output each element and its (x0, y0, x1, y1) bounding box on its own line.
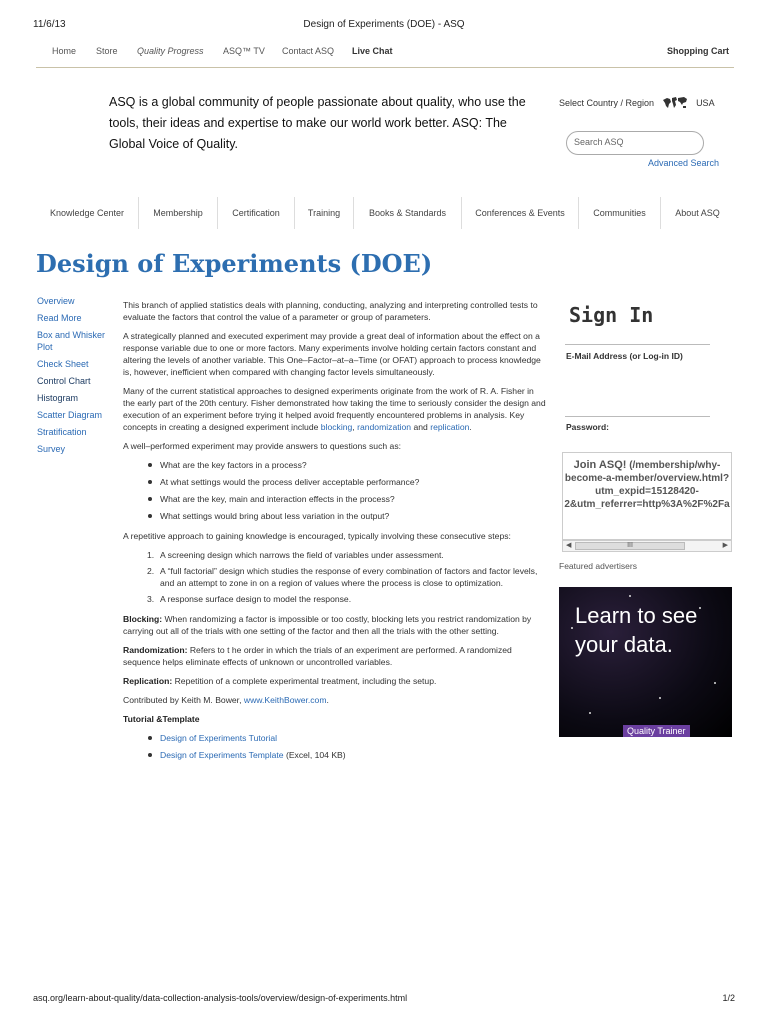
advanced-search-link[interactable]: Advanced Search (648, 158, 720, 168)
tutorial-heading (123, 713, 548, 725)
doe-template-link[interactable]: Design of Experiments Template (160, 750, 284, 760)
ofat-paragraph: A strategically planned and executed experiment may provide a great deal of information about the effect on a response variable due to one or more factors. Many experiments involve holding certain factors constant and altering the levels of another variable. This One–Factor–at–a–Time (or OFAT) approach to process knowledge is, however, inefficient when compared with changing factor levels simultaneously. (123, 331, 541, 377)
scroll-thumb[interactable]: III (575, 542, 685, 550)
ad-text: Learn to see your data. (575, 603, 698, 657)
randomization-link[interactable]: randomization (357, 422, 412, 432)
nav-training[interactable]: Training (294, 197, 353, 229)
email-field[interactable] (565, 416, 710, 417)
sign-in-heading: Sign In (569, 303, 654, 327)
questions-intro: A well–performed experiment may provide answers to questions such as: (123, 441, 401, 451)
nav-books-standards[interactable]: Books & Standards (353, 197, 461, 229)
list-item: What settings would bring about less variation in the output? (123, 510, 548, 522)
randomization-text: Refers to t he order in which the trials of an experiment are performed. A randomized sequence helps eliminate effects of unknown or uncontrolled variables. (123, 645, 512, 667)
join-asq-link[interactable]: Join ASQ! (573, 459, 627, 471)
topnav-asq-tv[interactable]: ASQ™ TV (223, 46, 265, 56)
template-note: (Excel, 104 KB) (285, 750, 346, 760)
contributed-text: Contributed by Keith M. Bower, (123, 695, 242, 705)
print-page-number: 1/2 (722, 993, 735, 1003)
join-asq-frame[interactable] (562, 452, 732, 540)
step-text: A response surface design to model the response. (160, 594, 352, 604)
fisher-text: Many of the current statistical approaches to designed experiments originate from the work of R. A. Fisher in the early part of the 20th century. Fisher demonstrated how taking the time to seriously consider the design and execution of an experiment before trying it helped avoid frequently encountered problems in analysis. Key concepts in creating a designed experiment include (123, 386, 546, 432)
list-item (123, 732, 548, 744)
sidebar-item-overview[interactable]: Overview (37, 296, 75, 306)
email-label: E-Mail Address (or Log-in ID) (566, 351, 683, 361)
sidebar (37, 295, 115, 460)
horizontal-scrollbar[interactable] (562, 540, 732, 552)
list-item: What are the key factors in a process? (123, 459, 548, 471)
nav-communities[interactable]: Communities (578, 197, 660, 229)
sidebar-item-survey[interactable]: Survey (37, 444, 66, 454)
sidebar-item-control-chart[interactable]: Control Chart (37, 376, 91, 386)
list-item: 1. A screening design which narrows the field of variables under assessment. (147, 550, 444, 560)
replication-text: Repetition of a complete experimental treatment, including the setup. (174, 676, 437, 686)
print-url: asq.org/learn-about-quality/data-collection-analysis-tools/overview/design-of-experiments.html (33, 993, 408, 1003)
quality-trainer-logo: Quality Trainer (623, 725, 690, 737)
topnav-store[interactable]: Store (96, 46, 118, 56)
contributed-by (123, 694, 548, 706)
step-text: A screening design which narrows the field of variables under assessment. (160, 550, 444, 560)
questions-list (123, 459, 548, 522)
doe-tutorial-link[interactable]: Design of Experiments Tutorial (160, 733, 278, 743)
nav-membership[interactable]: Membership (138, 197, 217, 229)
sidebar-item-check-sheet[interactable]: Check Sheet (37, 359, 89, 369)
print-header (33, 19, 735, 33)
search-input[interactable]: Search ASQ (566, 131, 704, 155)
list-item: At what settings would the process deliver acceptable performance? (123, 476, 548, 488)
quality-trainer-ad[interactable] (559, 587, 732, 737)
blocking-label: Blocking: (123, 614, 163, 624)
list-item: What are the key, main and interaction effects in the process? (123, 493, 548, 505)
blocking-definition (123, 613, 548, 637)
sidebar-item-scatter-diagram[interactable]: Scatter Diagram (37, 410, 103, 420)
top-nav (36, 44, 734, 68)
country-value: USA (696, 98, 715, 108)
tutorial-heading-text: Tutorial &Template (123, 714, 200, 724)
globe-map-icon (662, 96, 688, 110)
nav-conferences-events[interactable]: Conferences & Events (461, 197, 578, 229)
replication-definition (123, 675, 548, 687)
country-label: Select Country / Region (559, 98, 655, 108)
period: . (326, 695, 329, 705)
comma: , (352, 422, 355, 432)
topnav-live-chat[interactable]: Live Chat (352, 46, 393, 56)
topnav-home[interactable]: Home (52, 46, 77, 56)
article-content (123, 299, 548, 769)
list-item (123, 749, 548, 761)
page-title: Design of Experiments (DOE) (36, 249, 433, 278)
fisher-paragraph (123, 385, 548, 433)
and-text: and (413, 422, 428, 432)
password-label: Password: (566, 422, 609, 432)
sidebar-item-read-more[interactable]: Read More (37, 313, 82, 323)
print-date: 11/6/13 (33, 19, 66, 30)
period: . (469, 422, 472, 432)
blocking-link[interactable]: blocking (320, 422, 353, 432)
blocking-text: When randomizing a factor is impossible or too costly, blocking lets you restrict randomization by carrying out all of the trials with one setting of the factor and then all the trials with the other setting. (123, 614, 532, 636)
replication-link[interactable]: replication (430, 422, 470, 432)
list-item: 3. A response surface design to model the response. (147, 594, 352, 604)
nav-about-asq[interactable]: About ASQ (660, 197, 734, 229)
intro-paragraph: This branch of applied statistics deals with planning, conducting, analyzing and interpreting controlled tests to evaluate the factors that control the value of a parameter or group of parameters. (123, 300, 538, 322)
step-text: A “full factorial” design which studies the response of every combination of factors and factor levels, and an attempt to zone in on a region of values where the process is close to optimization. (160, 566, 538, 588)
asq-tagline: ASQ is a global community of people passionate about quality, who use the tools, their ideas and expertise to make our world work better. ASQ: The Global Voice of Quality. (109, 95, 526, 151)
scroll-right-icon[interactable]: ▶ (722, 542, 728, 549)
main-nav (36, 197, 734, 229)
steps-list (123, 549, 548, 605)
nav-certification[interactable]: Certification (217, 197, 294, 229)
scroll-left-icon[interactable]: ◀ (566, 542, 572, 549)
shopping-cart-link[interactable]: Shopping Cart (667, 46, 729, 56)
print-title: Design of Experiments (DOE) - ASQ (303, 19, 465, 30)
divider (565, 344, 710, 345)
randomization-label: Randomization: (123, 645, 188, 655)
keithbower-link[interactable]: www.KeithBower.com (243, 695, 327, 705)
tutorial-list (123, 732, 548, 761)
replication-label: Replication: (123, 676, 173, 686)
steps-intro: A repetitive approach to gaining knowledge is encouraged, typically involving these consecutive steps: (123, 531, 511, 541)
topnav-contact-asq[interactable]: Contact ASQ (282, 46, 335, 56)
sidebar-item-histogram[interactable]: Histogram (37, 393, 79, 403)
country-selector[interactable] (559, 96, 715, 110)
topnav-quality-progress[interactable]: Quality Progress (137, 46, 204, 56)
randomization-definition (123, 644, 548, 668)
list-item: 2. A “full factorial” design which studies the response of every combination of factors and factor levels, and an attempt to zone in on a region of values where the process is close to optimization. (147, 566, 538, 588)
sidebar-item-stratification[interactable]: Stratification (37, 427, 87, 437)
sidebar-item-box-and-whisker-plot[interactable]: Box and Whisker Plot (37, 330, 106, 352)
nav-knowledge-center[interactable]: Knowledge Center (49, 208, 125, 218)
featured-advertisers-label: Featured advertisers (559, 561, 637, 571)
join-asq-url: (/membership/why-become-a-member/overview.html?utm_expid=15128420-2&utm_referrer=http%3A%2F%2Fa (564, 460, 730, 510)
